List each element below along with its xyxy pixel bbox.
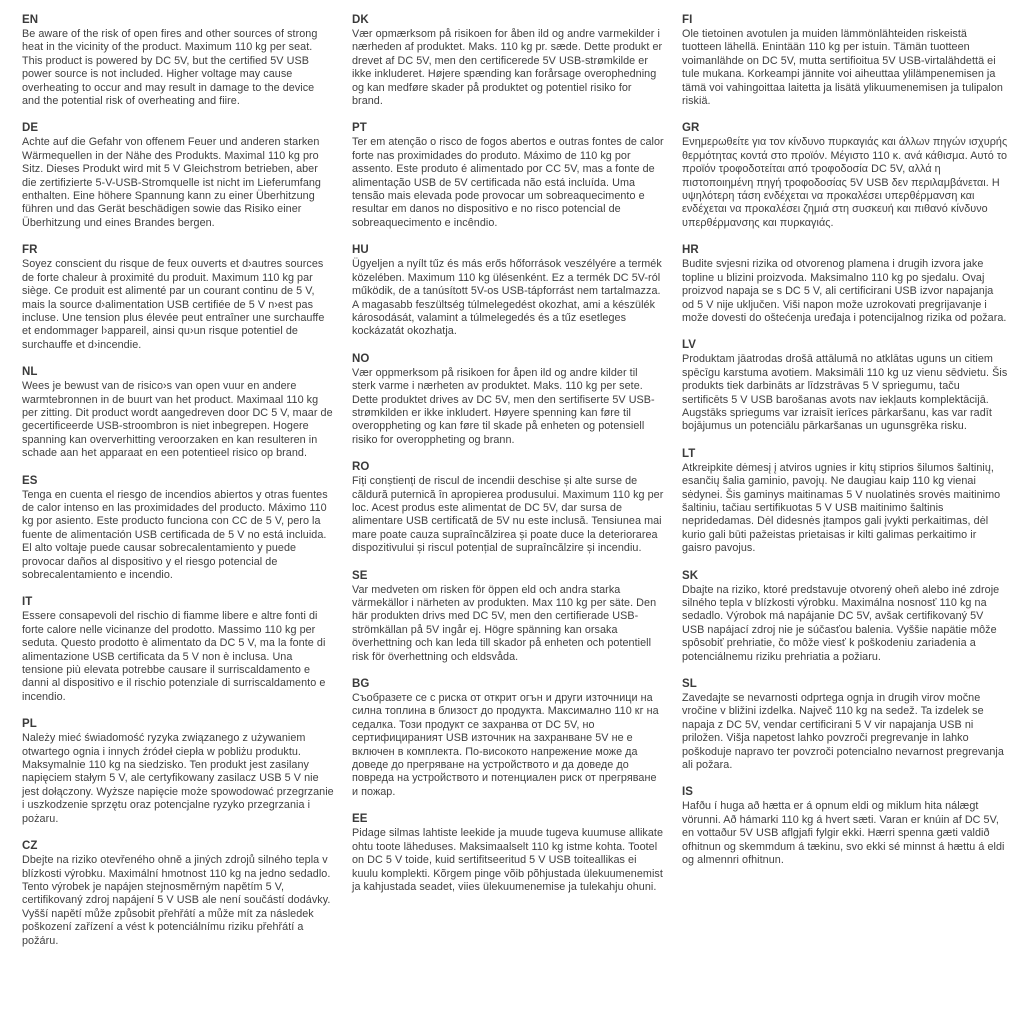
language-warning-text: Ενημερωθείτε για τον κίνδυνο πυρκαγιάς και άλλων πηγών ισχυρής θερμότητας κοντά στο προϊόν. Μέγιστο 110 κ. ανά κάθισμα. Αυτό το προϊόν τροφοδοτείται από τροφοδοσία DC 5V, αλλά η πιστοποιημένη πηγή τροφοδοσίας 5V USB δεν περιλαμβάνεται. Η υψηλότερη τάση ενδέχεται να προκαλέσει υπερθέρμανση και ενδέχεται να προκαλέσει ζημιά στη συσκευή και πιθανό κίνδυνο υπερθέρμανσης και πυρκαγιάς. xyxy=(682,136,1008,229)
language-code-heading: FR xyxy=(22,244,38,257)
language-section xyxy=(22,13,334,108)
doc-column-left xyxy=(22,13,334,961)
language-code-heading: HU xyxy=(352,244,369,257)
language-section xyxy=(682,677,1008,772)
language-section xyxy=(352,121,664,230)
language-section xyxy=(682,243,1008,325)
language-code-heading: NO xyxy=(352,352,370,365)
language-warning-text: Budite svjesni rizika od otvorenog plamena i drugih izvora jake topline u blizini proizvoda. Maksimalno 110 kg po sjedalu. Ovaj proizvod napaja se s DC 5 V, ali certificirani USB izvor napajanja od 5 V nije uključen. Viši napon može uzrokovati pregrijavanje i može dovesti do oštećenja uređaja i potencijalnog rizika od požara. xyxy=(682,258,1007,324)
language-warning-text: Ügyeljen a nyílt tűz és más erős hőforrások veszélyére a termék közelében. Maximum 110 kg ülésenként. Ez a termék DC 5V-ról működik, de a tanúsított 5V-os USB-tápforrást nem tartalmazza. A magasabb feszültség túlmelegedést okozhat, ami a készülék károsodását, valamint a túlmelegedés és a tűz esetleges kockázatát okozhatja. xyxy=(352,258,662,338)
language-section xyxy=(352,243,664,338)
language-code-heading: IS xyxy=(682,786,694,799)
language-section xyxy=(22,839,334,948)
language-warning-text: Wees je bewust van de risico›s van open vuur en andere warmtebronnen in de buurt van het product. Maximaal 110 kg per zitting. Dit product wordt aangedreven door DC 5 V, maar de gecertificeerde USB-stroombron is niet inbegrepen. Hogere spanning kan oververhitting veroorzaken en kan resulteren in schade aan het apparaat en een potentieel risico op brand. xyxy=(22,380,333,460)
language-warning-text: Dbajte na riziko, ktoré predstavuje otvorený oheň alebo iné zdroje silného tepla v blízkosti výrobku. Maximálna nosnosť 110 kg na sedadlo. Výrobok má napájanie DC 5V, avšak certifikovaný 5V USB napájací zdroj nie je súčasťou balenia. Vyššie napätie môže spôsobiť prehriatie, čo môže viesť k poškodeniu zariadenia a potenciálnemu riziku prehriatia a požiaru. xyxy=(682,583,1000,663)
language-section xyxy=(352,460,664,555)
language-code-heading: EE xyxy=(352,813,368,826)
language-warning-text: Soyez conscient du risque de feux ouverts et d›autres sources de forte chaleur à proximité du produit. Maximum 110 kg par siège. Ce produit est alimenté par un courant continu de 5 V, mais la source d›alimentation USB certifiée de 5 V n›est pas incluse. Une tension plus élevée peut entraîner une surchauffe et endommager l›appareil, ainsi qu›un risque potentiel de surchauffe et d›incendie. xyxy=(22,258,325,351)
language-code-heading: SL xyxy=(682,678,697,691)
language-warning-text: Achte auf die Gefahr von offenem Feuer und anderen starken Wärmequellen in der Nähe des Produkts. Maximal 110 kg pro Sitz. Dieses Produkt wird mit 5 V Gleichstrom betrieben, aber die zertifizierte 5-V-USB-Stromquelle ist nicht im Lieferumfang enthalten. Eine höhere Spannung kann zu einer Überhitzung führen und das Gerät beschädigen sowie das Risiko einer Überhitzung und eines Brandes bergen. xyxy=(22,136,321,229)
language-section xyxy=(22,474,334,583)
language-section xyxy=(22,121,334,230)
language-code-heading: HR xyxy=(682,244,699,257)
language-warning-text: Pidage silmas lahtiste leekide ja muude tugeva kuumuse allikate ohtu toote läheduses. Maksimaalselt 110 kg istme kohta. Tootel on DC 5 V toide, kuid sertifitseeritud 5 V USB toiteallikas ei kuulu komplekti. Kõrgem pinge võib põhjustada ülekuumenemist ja kahjustada seadet, viies ülekuumenemise ja tulekahju ohuni. xyxy=(352,827,664,893)
language-section xyxy=(682,121,1008,230)
language-section xyxy=(22,243,334,352)
language-code-heading: IT xyxy=(22,596,33,609)
language-warning-text: Zavedajte se nevarnosti odprtega ognja in drugih virov močne vročine v bližini izdelka. Največ 110 kg na sedež. Ta izdelek se napaja z DC 5V, vendar certificirani 5 V vir napajanja USB ni priložen. Višja napetost lahko povzroči pregrevanje in lahko poškoduje napravo ter povzroči potencialno nevarnost pregrevanja ali požara. xyxy=(682,692,1004,772)
language-section xyxy=(682,569,1008,664)
language-warning-text: Var medveten om risken för öppen eld och andra starka värmekällor i närheten av produkten. Max 110 kg per säte. Den här produkten drivs med DC 5V, men den certifierade USB-strömkällan på 5V ingår ej. Högre spänning kan orsaka överhettning och kan leda till skador på enheten och potentiell risk för överhettning och eldsvåda. xyxy=(352,583,657,663)
language-section xyxy=(682,785,1008,867)
language-section xyxy=(352,812,664,894)
language-code-heading: NL xyxy=(22,366,38,379)
language-warning-text: Essere consapevoli del rischio di fiamme libere e altre fonti di forte calore nelle vicinanze del prodotto. Massimo 110 kg per seduta. Questo prodotto è alimentato da DC 5 V, ma la fonte di alimentazione USB certificata da 5 V non è inclusa. Una tensione più elevata potrebbe causare il surriscaldamento e danni al dispositivo e il rischio potenziale di surriscaldamento e incendio. xyxy=(22,610,326,703)
language-code-heading: SK xyxy=(682,569,699,582)
language-code-heading: LV xyxy=(682,339,697,352)
language-code-heading: PT xyxy=(352,122,367,135)
language-warning-text: Dbejte na riziko otevřeného ohně a jiných zdrojů silného tepla v blízkosti výrobku. Maximální hmotnost 110 kg na jedno sedadlo. Tento výrobek je napájen stejnosměrným napětím 5 V, certifikovaný zdroj napájení 5 V USB ale není součástí dodávky. Vyšší napětí může způsobit přehřátí a může mít za následek poškození zařízení a vést k potenciálnímu riziku přehřátí a požáru. xyxy=(22,854,331,947)
language-warning-text: Ole tietoinen avotulen ja muiden lämmönlähteiden riskeistä tuotteen lähellä. Enintään 110 kg per istuin. Tämän tuotteen voimanlähde on DC 5V, mutta sertifioitua 5V USB-virtalähdettä ei tule mukana. Korkeampi jännite voi aiheuttaa ylilämpenemisen ja tämä voi vahingoittaa laitetta ja lisätä ylikuumenemisen ja tulipalon riskiä. xyxy=(682,28,1003,108)
language-warning-text: Ter em atenção o risco de fogos abertos e outras fontes de calor forte nas proximidades do produto. Máximo de 110 kg por assento. Este produto é alimentado por CC 5V, mas a fonte de alimentação USB de 5V certificada não está incluída. Uma tensão mais elevada pode provocar um sobreaquecimento e resultar em danos no dispositivo e no risco potencial de sobreaquecimento e incêndio. xyxy=(352,136,664,229)
language-code-heading: GR xyxy=(682,122,700,135)
language-section xyxy=(352,677,664,799)
language-warning-text: Tenga en cuenta el riesgo de incendios abiertos y otras fuentes de calor intenso en las proximidades del producto. Máximo 110 kg por asiento. Este producto funciona con CC de 5 V, pero la fuente de alimentación USB certificada de 5 V no está incluida. El alto voltaje puede causar sobrecalentamiento y puede provocar daños al dispositivo y el riesgo potencial de sobrecalentamiento e incendio. xyxy=(22,488,328,581)
language-warning-text: Należy mieć świadomość ryzyka związanego z używaniem otwartego ognia i innych źródeł ciepła w pobliżu produktu. Maksymalnie 110 kg na siedzisko. Ten produkt jest zasilany napięciem stałym 5 V, ale certyfikowany zasilacz USB 5 V nie jest dołączony. Wyższe napięcie może spowodować przegrzanie i uszkodzenie sprzętu oraz potencjalne ryzyko przegrzania i pożaru. xyxy=(22,732,334,825)
language-section xyxy=(682,338,1008,433)
language-code-heading: FI xyxy=(682,14,693,26)
language-section xyxy=(352,569,664,664)
language-section xyxy=(22,365,334,460)
language-code-heading: EN xyxy=(22,14,39,26)
language-section xyxy=(352,13,664,108)
language-code-heading: PL xyxy=(22,718,37,731)
language-code-heading: LT xyxy=(682,447,696,460)
language-code-heading: CZ xyxy=(22,840,38,853)
language-code-heading: DK xyxy=(352,14,369,26)
language-warning-text: Be aware of the risk of open fires and other sources of strong heat in the vicinity of the product. Maximum 110 kg per seat. This product is powered by DC 5V, but the certified 5V USB power source is not included. Higher voltage may cause overheating to occur and may result in damage to the device and the potential risk of overheating and fiire. xyxy=(22,28,318,108)
language-warning-text: Hafðu í huga að hætta er á opnum eldi og miklum hita nálægt vörunni. Að hámarki 110 kg á hvert sæti. Varan er knúin af DC 5V, en vottaður 5V USB aflgjafi fylgir ekki. Hærri spenna gæti valdið ofhitnun og skemmdum á tækinu, svo ekki sé minnst á hættu á eldi og almennri ofhitnun. xyxy=(682,800,1005,867)
language-section xyxy=(22,717,334,826)
language-section xyxy=(682,447,1008,556)
language-code-heading: ES xyxy=(22,474,38,487)
language-warning-text: Atkreipkite dėmesį į atviros ugnies ir kitų stiprios šilumos šaltinių, esančių šalia gaminio, pavojų. Ne daugiau kaip 110 kg vienai sėdynei. Šis gaminys maitinamas 5 V nuolatinės srovės maitinimo šaltiniu, tačiau sertifikuotas 5 V USB maitinimo šaltinis nepridedamas. Dėl didesnės įtampos gali įvykti perkaitimas, dėl kurio gali būti pažeistas prietaisas ir kilti galimas perkaitimo ir gaisro pavojus. xyxy=(682,461,1001,555)
language-warning-text: Vær oppmerksom på risikoen for åpen ild og andre kilder til sterk varme i nærheten av produktet. Maks. 110 kg per sete. Dette produktet drives av DC 5V, men den sertifiserte 5V USB-strømkilden er ikke inkludert. Høyere spenning kan føre til overoppheting og kan føre til skade på enheten og potensiell risiko for overoppheting og brann. xyxy=(352,366,655,446)
doc-column-right xyxy=(682,13,1008,881)
language-warning-text: Vær opmærksom på risikoen for åben ild og andre varmekilder i nærheden af produktet. Maks. 110 kg pr. sæde. Dette produkt er drevet af DC 5V, men den certificerede 5V USB-strømkilde er ikke inkluderet. Højere spænding kan forårsage overophedning og kan medføre skader på produktet og potentiel risiko for brand. xyxy=(352,28,663,108)
language-warning-text: Produktam jāatrodas drošā attālumā no atklātas uguns un citiem spēcīgu karstuma avotiem. Maksimāli 110 kg uz vienu sēdvietu. Šis produkts tiek darbināts ar līdzstrāvas 5 V spriegumu, taču sertificēts 5 V USB barošanas avots nav iekļauts komplektācijā. Augstāks spriegums var izraisīt ierīces pārkaršanu, kas var radīt bojājumus un potenciālu pārkaršanas un ugunsgrēka risku. xyxy=(682,353,1008,433)
language-code-heading: SE xyxy=(352,569,368,582)
language-columns xyxy=(22,13,1014,961)
language-section xyxy=(22,595,334,704)
language-section xyxy=(682,13,1008,108)
language-warning-text: Fiți conștienți de riscul de incendii deschise și alte surse de căldură puternică în apropierea produsului. Maximum 110 kg per loc. Acest produs este alimentat de DC 5V, dar sursa de alimentare USB certificată de 5V nu este inclusă. Tensiunea mai mare poate cauza supraîncălzirea și poate duce la deteriorarea dispozitivului și riscul potențial de supraîncălzire și incendiu. xyxy=(352,475,664,555)
doc-column-middle xyxy=(352,13,664,907)
language-section xyxy=(352,352,664,447)
language-code-heading: RO xyxy=(352,461,370,474)
language-code-heading: DE xyxy=(22,122,39,135)
language-code-heading: BG xyxy=(352,678,370,691)
language-warning-text: Съобразете се с риска от открит огън и други източници на силна топлина в близост до продукта. Максимално 110 кг на седалка. Този продукт се захранва от DC 5V, но сертифицираният USB източник на захранване 5V не е включен в комплекта. По-високото напрежение може да доведе до прегряване на устройството и да доведе до повреда на устройството и потенциален риск от прегряване и пожар. xyxy=(352,692,659,798)
